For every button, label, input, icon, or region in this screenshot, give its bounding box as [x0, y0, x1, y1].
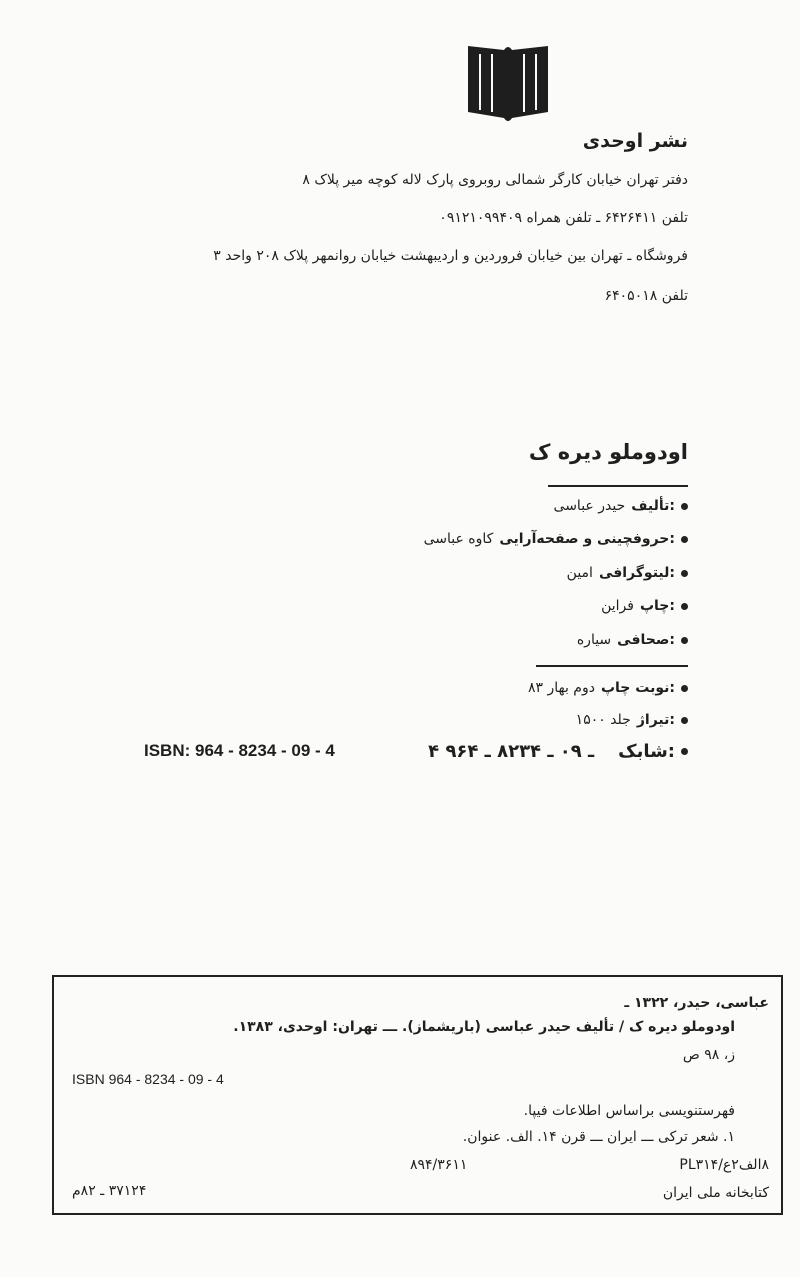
print-value: دوم بهار ۸۳ — [527, 680, 595, 696]
print-edition — [528, 680, 688, 696]
cip-number: ۳۷۱۲۴ ـ ۸۲م — [72, 1183, 147, 1199]
publisher-logo — [462, 40, 554, 126]
cip-library: کتابخانه ملی ایران — [662, 1185, 769, 1201]
credit-binding — [577, 632, 688, 648]
bullet-icon — [681, 603, 688, 610]
isbn-value: ۴ ـ ۰۹ ـ ۸۲۳۴ ـ ۹۶۴ — [428, 741, 595, 762]
credit-value: سیاره — [576, 632, 612, 648]
cip-class-dewey: ۸۹۴/۳۶۱۱ — [410, 1157, 468, 1173]
credit-value: حیدر عباسی — [553, 498, 626, 514]
credit-label: لیتوگرافی: — [598, 565, 675, 581]
credit-label: چاپ: — [639, 598, 675, 614]
credit-author — [554, 498, 688, 514]
bullet-icon — [681, 637, 688, 644]
bullet-icon — [681, 570, 688, 577]
isbn-persian — [428, 741, 688, 762]
store-address: فروشگاه ـ تهران بین خیابان فروردین و اردیبهشت خیابان روانمهر پلاک ۲۰۸ واحد ۳ — [213, 248, 688, 264]
office-phones: تلفن ۶۴۲۶۴۱۱ ـ تلفن همراه ۰۹۱۲۱۰۹۹۴۰۹ — [439, 210, 688, 226]
isbn-label: شابک: — [618, 741, 675, 762]
divider — [536, 665, 688, 667]
print-value: ۱۵۰۰ جلد — [575, 712, 631, 728]
cip-isbn: ISBN 964 - 8234 - 09 - 4 — [72, 1071, 224, 1087]
store-phone: تلفن ۶۴۰۵۰۱۸ — [604, 288, 688, 304]
cip-subject: ۱. شعر ترکی ـــ ایران ـــ قرن ۱۴. الف. عنوان. — [462, 1129, 735, 1145]
credit-label: صحافی: — [617, 632, 675, 648]
bullet-icon — [681, 503, 688, 510]
cataloging-box — [52, 975, 783, 1215]
cip-pages: ز، ۹۸ ص — [682, 1047, 735, 1063]
bullet-icon — [681, 748, 688, 755]
credit-value: امین — [566, 565, 593, 581]
credit-lithography — [567, 565, 688, 581]
credit-print — [601, 598, 688, 614]
credit-label: تألیف: — [631, 498, 675, 514]
print-label: تیراژ: — [636, 712, 675, 728]
print-run — [576, 712, 688, 728]
credit-value: فراین — [601, 598, 634, 614]
credit-typesetting — [424, 531, 688, 547]
cip-title: اودوملو دیره ک / تألیف حیدر عباسی (باریشماز). ـــ تهران: اوحدی، ۱۳۸۳. — [233, 1019, 735, 1035]
bullet-icon — [681, 717, 688, 724]
print-label: نوبت چاپ: — [600, 680, 675, 696]
book-title: اودوملو دیره ک — [528, 440, 688, 464]
book-logo-icon — [462, 40, 554, 126]
divider — [548, 485, 688, 487]
cip-class-lc: ۸الف۲ع/PL۳۱۴ — [679, 1157, 769, 1173]
bullet-icon — [681, 536, 688, 543]
isbn-latin: ISBN: 964 - 8234 - 09 - 4 — [144, 741, 335, 760]
bullet-icon — [681, 685, 688, 692]
office-address: دفتر تهران خیابان کارگر شمالی روبروی پارک لاله کوچه میر پلاک ۸ — [302, 172, 688, 188]
credit-label: حروفچینی و صفحه‌آرایی: — [499, 531, 675, 547]
cip-author: عباسی، حیدر، ۱۳۲۲ ـ — [624, 995, 769, 1011]
cip-note: فهرستنویسی براساس اطلاعات فیپا. — [523, 1103, 735, 1119]
credit-value: کاوه عباسی — [423, 531, 494, 547]
publisher-name: نشر اوحدی — [582, 130, 688, 152]
